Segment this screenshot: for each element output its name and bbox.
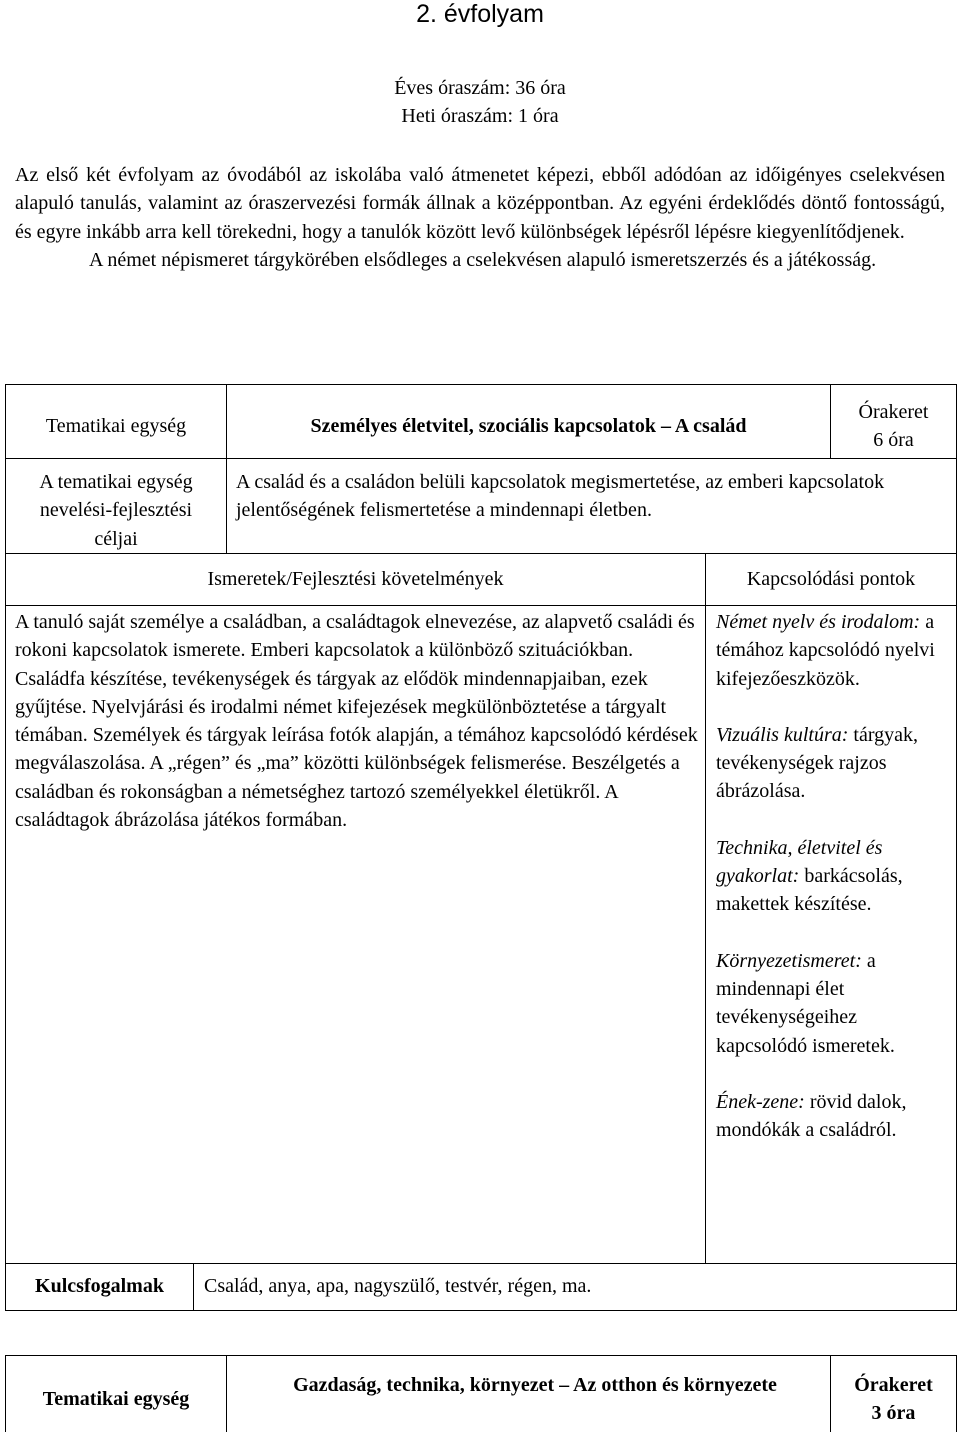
connections-header: Kapcsolódási pontok [746, 568, 916, 590]
unit1-hours-label: Órakeret [858, 401, 929, 423]
page-heading: 2. évfolyam [416, 0, 544, 28]
connection-item [716, 834, 948, 919]
unit2-hours-label: Órakeret [854, 1374, 933, 1396]
unit2-hours-value: 3 óra [871, 1402, 916, 1425]
unit1-goals-text: A család és a családon belüli kapcsolatok megismertetése, az emberi kapcsolatok jelentőségének felismertetése a mindennapi életben. [236, 471, 885, 522]
connection-text: rövid dalok, mondókák a családról. [716, 1090, 907, 1142]
unit1-hours [831, 398, 956, 455]
connection-text: a témához kapcsolódó nyelvi kifejezőeszközök. [716, 611, 935, 690]
connection-item [716, 608, 948, 693]
connection-subject: Technika, életvitel és gyakorlat: [716, 836, 883, 888]
weekly-hours: Heti óraszám: 1 óra [401, 105, 559, 127]
connection-text: barkácsolás, makettek készítése. [716, 865, 903, 916]
intro-paragraph-2: A német népismeret tárgykörében elsődleges a cselekvésen alapuló ismeretszerzés és a játékosság. [89, 248, 877, 271]
connection-item [716, 947, 948, 1060]
requirements-header: Ismeretek/Fejlesztési követelmények [207, 568, 504, 590]
keywords-text: Család, anya, apa, nagyszülő, testvér, régen, ma. [204, 1275, 592, 1297]
connection-subject: Ének-zene: [716, 1090, 805, 1113]
connection-text: a mindennapi élet tevékenységeihez kapcsolódó ismeretek. [716, 949, 895, 1057]
unit2-label: Tematikai egység [42, 1388, 190, 1410]
unit1-title: Személyes életvitel, szociális kapcsolatok – A család [310, 415, 747, 437]
goals-label-line-3: céljai [94, 527, 138, 550]
intro-paragraph-1: Az első két évfolyam az óvodából az iskolába való átmenetet képezi, ebből adódóan az időigényes cselekvésen alapuló tanulás, valamint az óraszervezési formák állnak a középpontban. Az egyéni érdeklődés döntő fontosságú, és egyre inkább arra kell törekedni, hogy a tanulók között levő különbségek lépésről lépésre kiegyenlítődjenek. [15, 164, 945, 243]
connection-text: tárgyak, tevékenységek rajzos ábrázolása. [716, 723, 919, 803]
connection-subject: Német nyelv és irodalom: [716, 611, 921, 633]
keywords-label: Kulcsfogalmak [35, 1275, 164, 1297]
goals-label-line-2: nevelési-fejlesztési [39, 499, 193, 522]
connections-list [716, 608, 948, 1172]
unit1-hours-value: 6 óra [873, 429, 914, 452]
requirements-text: A tanuló saját személye a családban, a családtagok elnevezése, az alapvető családi és rokoni kapcsolatok ismerete. Emberi kapcsolatok a különböző szituációkban. Családfa készítése, tevékenységek és tárgyak az elődök mindennapjaiban, ezek gyűjtése. Nyelvjárási és irodalmi német kifejezések megkülönböztetése a tárgyalt témában. Személyek és tárgyak leírása fotók alapján, a témához kapcsolódó kérdések megválaszolása. A „régen” és „ma” közötti különbségek felismerése. Beszélgetés a családban és rokonságban a németséghez tartozó személyekkel életükről. A családtagok ábrázolása játékos formában. [15, 611, 698, 832]
unit1-goals-label [6, 468, 226, 553]
intro-text [15, 161, 945, 274]
unit2-hours [831, 1371, 956, 1428]
connection-item [716, 721, 948, 806]
goals-label-line-1: A tematikai egység [39, 471, 193, 493]
connection-subject: Környezetismeret: [716, 949, 862, 972]
connection-subject: Vizuális kultúra: [716, 723, 849, 746]
connection-item [716, 1088, 948, 1145]
unit2-title: Gazdaság, technika, környezet – Az otthon és környezete [293, 1374, 777, 1396]
annual-hours: Éves óraszám: 36 óra [394, 77, 566, 99]
unit1-label: Tematikai egység [45, 415, 187, 437]
